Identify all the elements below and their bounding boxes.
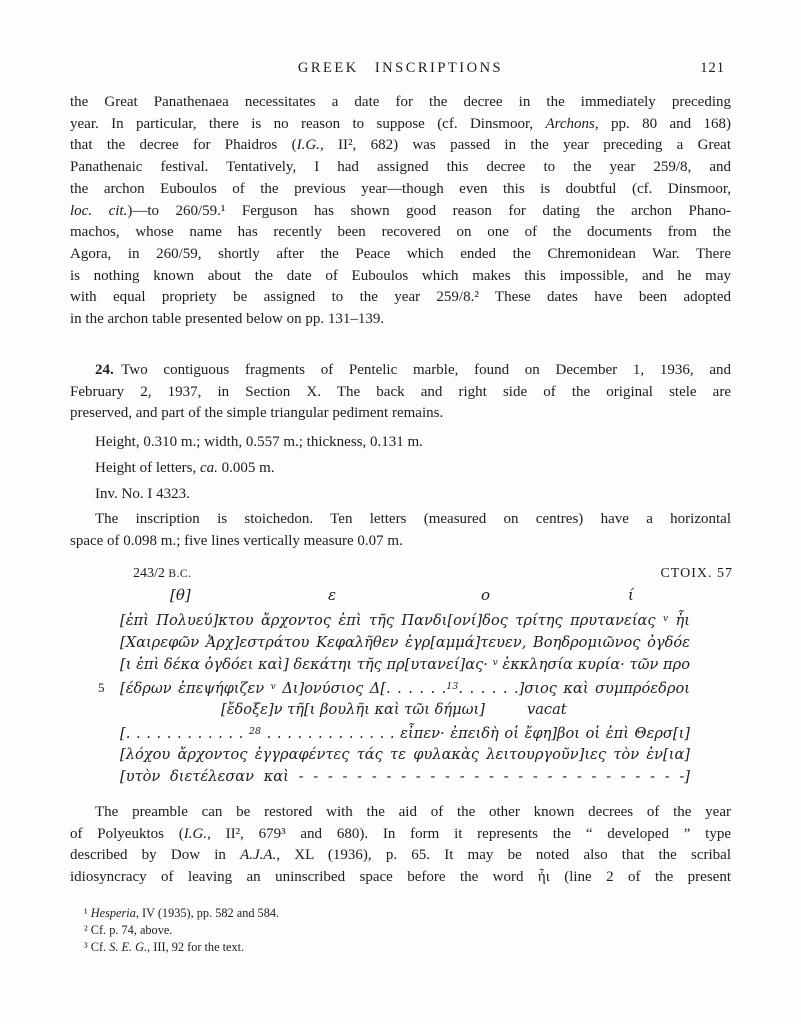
commentary-text-line: described by Dow in A.J.A., XL (1936), p. 65. It may be noted also that the scribal xyxy=(70,847,731,864)
intro-text-line: Agora, in 260/59, shortly after the Peace which ended the Chremonidean War. There xyxy=(70,245,731,262)
styled-text-segment: 28 xyxy=(248,725,262,737)
intro-text-line: machos, whose name has recently been recovered on one of the documents from the xyxy=(70,224,731,241)
intro-text-line: loc. cit.)—to 260/59.¹ Ferguson has shown good reason for dating the archon Phano- xyxy=(70,202,731,219)
inscription-meta-row xyxy=(70,566,733,586)
styled-text-segment: ca. xyxy=(199,460,218,476)
stoichedon-label: CTOIX. 57 xyxy=(660,566,733,581)
footnote-line: ¹ Hesperia, IV (1935), pp. 582 and 584. xyxy=(84,906,280,920)
styled-text-segment: vacat xyxy=(526,701,567,718)
measurement-line: Inv. No. I 4323. xyxy=(95,486,190,502)
iota-letter: ί xyxy=(628,586,634,604)
intro-text-line: year. In particular, there is no reason to suppose (cf. Dinsmoor, Archons, pp. 80 and 168) xyxy=(70,115,731,132)
page-title: GREEK INSCRIPTIONS xyxy=(297,60,504,76)
intro-paragraph xyxy=(70,92,731,331)
intro-text-line: is nothing known about the date of Euboulos which makes this impossible, and he may xyxy=(70,267,731,284)
intro-text-line: in the archon table presented below on pp. 131–139. xyxy=(70,311,385,328)
intro-text-line: the archon Euboulos of the previous year—though even this is doubtful (cf. Dinsmoor, xyxy=(70,180,731,197)
greek-text-line: [ἐπὶ Πολυεύ]κτου ἄρχοντος ἐπὶ τῆς Πανδι[ονί]δος τρίτης πρυτανείας $^v$ ἧι xyxy=(120,612,690,629)
footnote-line: ² Cf. p. 74, above. xyxy=(84,922,173,937)
styled-text-segment: loc. cit. xyxy=(70,202,128,219)
entry-24-text-line: preserved, and part of the simple triangular pediment remains. xyxy=(70,405,444,422)
measurement-line: Height of letters, ca. 0.005 m. xyxy=(95,460,275,476)
greek-text-line: [. . . . . . . . . . . . $^{28}$ . . . . . . . . . . . . . εἶπεν· ἐπειδὴ οἱ ἔφη]βοι οἱ ἐπὶ Θερσ[ι] xyxy=(120,724,690,742)
greek-text-line: [υτὸν διετέλεσαν καὶ - - - - - - - - - - - - - - - - - - - - - - - - - - -] xyxy=(120,767,690,785)
styled-text-segment: v xyxy=(663,614,669,624)
commentary-paragraph xyxy=(70,802,731,889)
measurement-line: Height, 0.310 m.; width, 0.557 m.; thickness, 0.131 m. xyxy=(95,434,423,450)
commentary-text-line: The preamble can be restored with the aid of the other known decrees of the year xyxy=(95,804,731,820)
greek-text-line: [Χαιρεφῶν Ἀρχ]εστράτου Κεφαλῆθεν ἐγρ[αμμά]τευεν, Βοηδρομιῶνος ὀγδόε xyxy=(120,633,690,651)
greek-text-line: [ι ἐπὶ δέκα ὀγδόει καὶ] δεκάτηι τῆς πρ[υτανεί]ας· $^v$ ἐκκλησία κυρία· τῶν προ xyxy=(120,656,690,673)
measurements-list xyxy=(70,429,731,507)
running-header xyxy=(70,60,731,80)
greek-inscription-text xyxy=(98,609,691,787)
styled-text-segment: B.C. xyxy=(168,568,192,580)
inscription-date xyxy=(133,566,191,582)
styled-text-segment: Hesperia xyxy=(90,906,136,920)
greek-text-line: 5 [έδρων ἐπεψήφιζεν $^v$ Δι]ονύσιος Δ[. . . . . .$^{13}$. . . . . .]σιος καὶ συμπρόεδροι xyxy=(120,676,690,700)
styled-text-segment: 24. xyxy=(95,362,114,378)
intro-text-line: the Great Panathenaea necessitates a date for the decree in the immediately preceding xyxy=(70,94,731,110)
styled-text-segment: I.G. xyxy=(296,137,320,154)
entry-24-text-line: 24. Two contiguous fragments of Pentelic marble, found on December 1, 1936, and xyxy=(95,362,731,378)
intro-text-line: Panathenaic festival. Tentatively, I had assigned this decree to the year 259/8, and xyxy=(70,159,731,176)
entry-24-paragraph xyxy=(70,360,731,425)
inscription-date-line: 243/2 B.C. xyxy=(133,566,192,581)
footnotes xyxy=(84,905,704,955)
stoichedon-note-line: The inscription is stoichedon. Ten letters (measured on centres) have a horizontal xyxy=(95,511,731,527)
styled-text-segment: Archons xyxy=(545,115,595,132)
page-number: 121 xyxy=(700,60,725,76)
greek-text-line: [λόχου ἄρχοντος ἐγγραφέντες τάς τε φυλακὰς λειτουργοῦν]ιες τὸν ἐν[ια] xyxy=(120,746,690,763)
styled-text-segment: I.G. xyxy=(183,825,208,842)
styled-text-segment: v xyxy=(492,658,498,668)
greek-text-line: [ἔδοξε]ν τῆ[ι βουλῆι καὶ τῶι δήμωι] vacat xyxy=(221,701,567,718)
commentary-text-line: idiosyncracy of leaving an uninscribed space before the word ἧι (line 2 of the present xyxy=(70,869,731,886)
footnote-line: ³ Cf. S. E. G., III, 92 for the text. xyxy=(84,939,245,954)
theoi-invocation-line xyxy=(120,586,690,607)
styled-text-segment: A.J.A. xyxy=(240,847,277,864)
intro-text-line: that the decree for Phaidros (I.G., II², 682) was passed in the year preceding a Great xyxy=(70,137,731,154)
intro-text-line: with equal propriety be assigned to the year 259/8.² These dates have been adopted xyxy=(70,289,731,306)
styled-text-segment: 13 xyxy=(446,680,459,692)
stoichedon-note-line: space of 0.098 m.; five lines vertically measure 0.07 m. xyxy=(70,532,403,549)
styled-text-segment: S. E. G. xyxy=(109,939,148,954)
commentary-text-line: of Polyeuktos (I.G., II², 679³ and 680). In form it represents the “ developed ” type xyxy=(70,825,731,842)
omicron-letter: ο xyxy=(481,586,491,604)
entry-24-text-line: February 2, 1937, in Section X. The back and right side of the original stele are xyxy=(70,383,731,400)
line-number: 5 xyxy=(98,679,105,695)
epsilon-letter: ε xyxy=(328,586,337,604)
styled-text-segment: v xyxy=(270,681,276,692)
theta-letter: [θ] xyxy=(170,586,191,604)
stoichedon-note xyxy=(70,509,731,552)
